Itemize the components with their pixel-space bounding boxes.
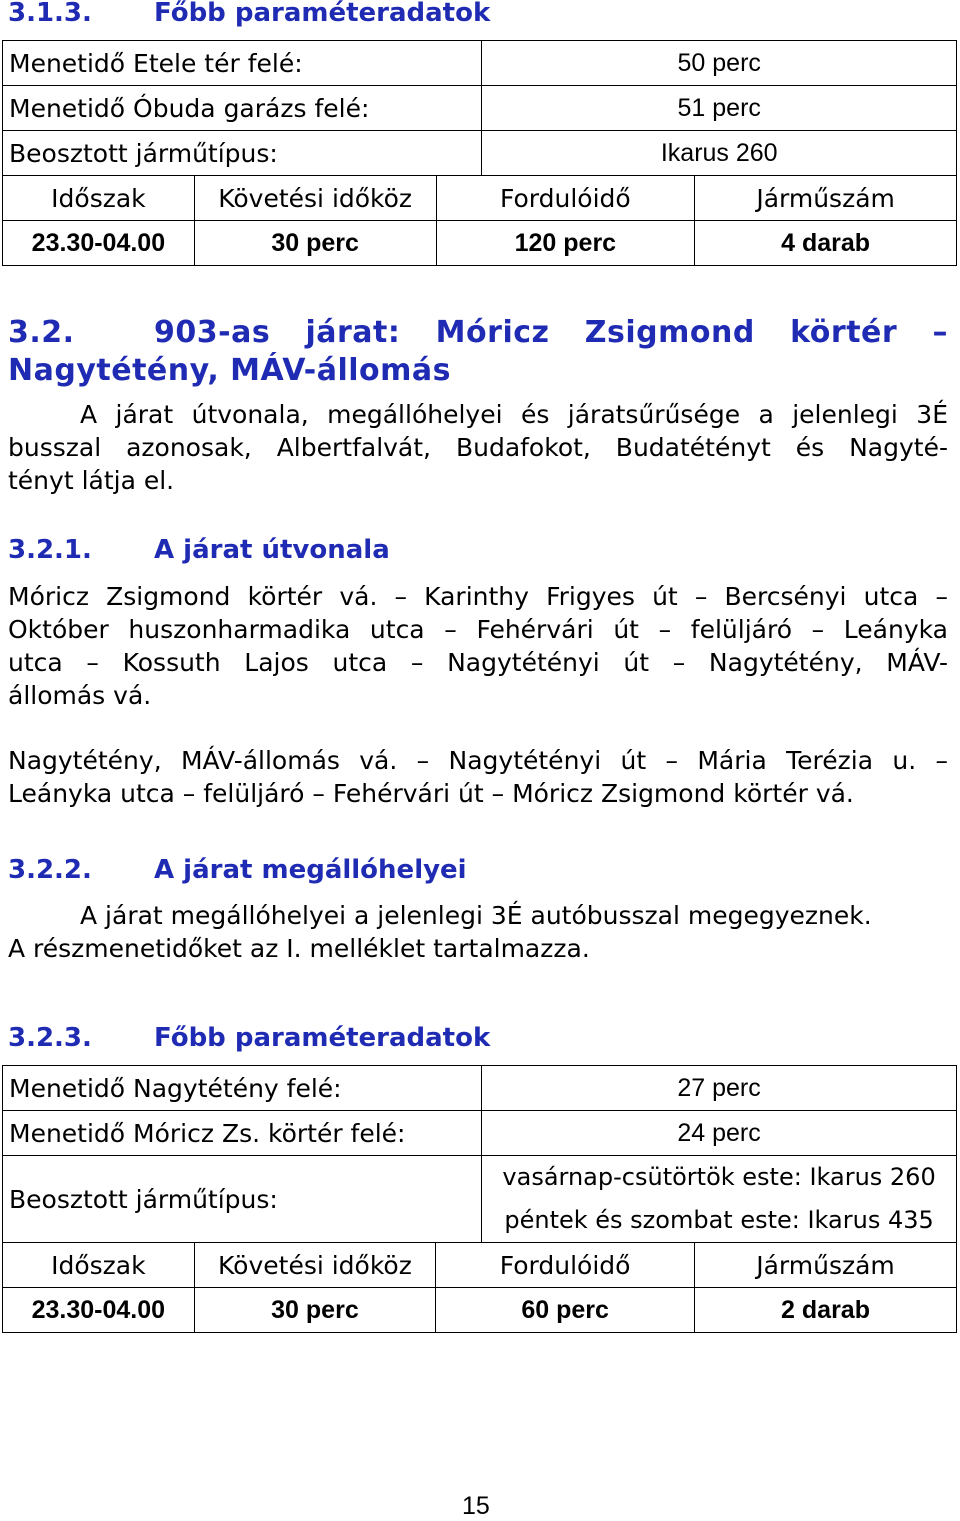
label-cell: Beosztott járműtípus: [3, 1156, 482, 1243]
table-row [3, 1156, 957, 1243]
vehicle-value: péntek és szombat este: Ikarus 435 [504, 1206, 934, 1234]
data-cell: 30 perc [194, 1288, 436, 1333]
section-321-heading [8, 534, 390, 566]
section-322-title: A járat megállóhelyei [154, 855, 467, 885]
route-line: Nagytétény, MÁV-állomás vá. – Nagytétényi út – Mária Terézia u. – [8, 746, 948, 775]
section-313-number: 3.1.3. [8, 0, 92, 28]
stops-line: A járat megállóhelyei a jelenlegi 3É autóbusszal megegyeznek. [80, 901, 872, 930]
route-line: állomás vá. [8, 681, 152, 710]
label-cell: Menetidő Móricz Zs. körtér felé: [3, 1111, 482, 1156]
header-cell: Követési időköz [194, 176, 436, 221]
route-outbound [8, 580, 948, 712]
data-cell: 60 perc [436, 1288, 695, 1333]
intro-line: A járat útvonala, megállóhelyei és járatsűrűsége a jelenlegi 3É [80, 400, 948, 429]
section-32-heading [8, 314, 948, 390]
route-line: Móricz Zsigmond körtér vá. – Karinthy Frigyes út – Bercsényi utca – [8, 582, 948, 611]
data-cell: 120 perc [436, 221, 695, 266]
data-cell: 4 darab [695, 221, 957, 266]
section-32-intro [8, 398, 948, 497]
table-row [3, 221, 957, 266]
value-cell: 24 perc [482, 1111, 957, 1156]
data-cell: 30 perc [194, 221, 436, 266]
section-313-heading [8, 0, 490, 28]
table-row [3, 131, 957, 176]
section-323-number: 3.2.3. [8, 1023, 92, 1053]
data-cell: 23.30-04.00 [3, 221, 195, 266]
section-313-title: Főbb paraméteradatok [154, 0, 491, 28]
label-cell: Menetidő Óbuda garázs felé: [3, 86, 482, 131]
route-inbound [8, 744, 948, 810]
table-header-row [3, 176, 957, 221]
value-cell: 50 perc [482, 41, 957, 86]
section-321-number: 3.2.1. [8, 535, 92, 565]
header-cell: Időszak [3, 1243, 195, 1288]
intro-line: busszal azonosak, Albertfalvát, Budafokot, Budatétényt és Nagyté- [8, 433, 948, 462]
label-cell: Menetidő Nagytétény felé: [3, 1066, 482, 1111]
value-cell: Ikarus 260 [482, 131, 957, 176]
data-cell: 2 darab [695, 1288, 957, 1333]
table-row [3, 1288, 957, 1333]
table-row [3, 41, 957, 86]
value-cell: 27 perc [482, 1066, 957, 1111]
header-cell: Fordulóidő [436, 176, 695, 221]
section-32-title-line1: 903-as járat: Móricz Zsigmond körtér – [154, 315, 948, 350]
label-cell: Menetidő Etele tér felé: [3, 41, 482, 86]
vehicle-values-cell [482, 1156, 957, 1243]
route-line: Leányka utca – felüljáró – Fehérvári út – Móricz Zsigmond körtér vá. [8, 779, 854, 808]
route-line: utca – Kossuth Lajos utca – Nagytétényi út – Nagytétény, MÁV- [8, 648, 948, 677]
page-number: 15 [462, 1492, 490, 1520]
vehicle-value: vasárnap-csütörtök este: Ikarus 260 [502, 1163, 936, 1191]
section-323-title: Főbb paraméteradatok [154, 1023, 491, 1053]
header-cell: Fordulóidő [436, 1243, 695, 1288]
section-322-heading [8, 854, 467, 886]
header-cell: Járműszám [695, 1243, 957, 1288]
table-header-row [3, 1243, 957, 1288]
data-cell: 23.30-04.00 [3, 1288, 195, 1333]
stops-line: A részmenetidőket az I. melléklet tartalmazza. [8, 934, 590, 963]
section-323-heading [8, 1022, 490, 1054]
route-line: Október huszonharmadika utca – Fehérvári út – felüljáró – Leányka [8, 615, 948, 644]
label-cell: Beosztott járműtípus: [3, 131, 482, 176]
table-row [3, 86, 957, 131]
section-322-number: 3.2.2. [8, 855, 92, 885]
params-table-323 [2, 1065, 957, 1333]
section-32-number: 3.2. [8, 315, 75, 350]
header-cell: Járműszám [695, 176, 957, 221]
header-cell: Időszak [3, 176, 195, 221]
intro-line: tényt látja el. [8, 466, 175, 495]
table-row [3, 1066, 957, 1111]
value-cell: 51 perc [482, 86, 957, 131]
section-321-title: A járat útvonala [154, 535, 390, 565]
params-table-313 [2, 40, 957, 266]
section-322-text [8, 899, 948, 965]
header-cell: Követési időköz [194, 1243, 436, 1288]
table-row [3, 1111, 957, 1156]
section-32-title-line2: Nagytétény, MÁV-állomás [8, 353, 451, 388]
